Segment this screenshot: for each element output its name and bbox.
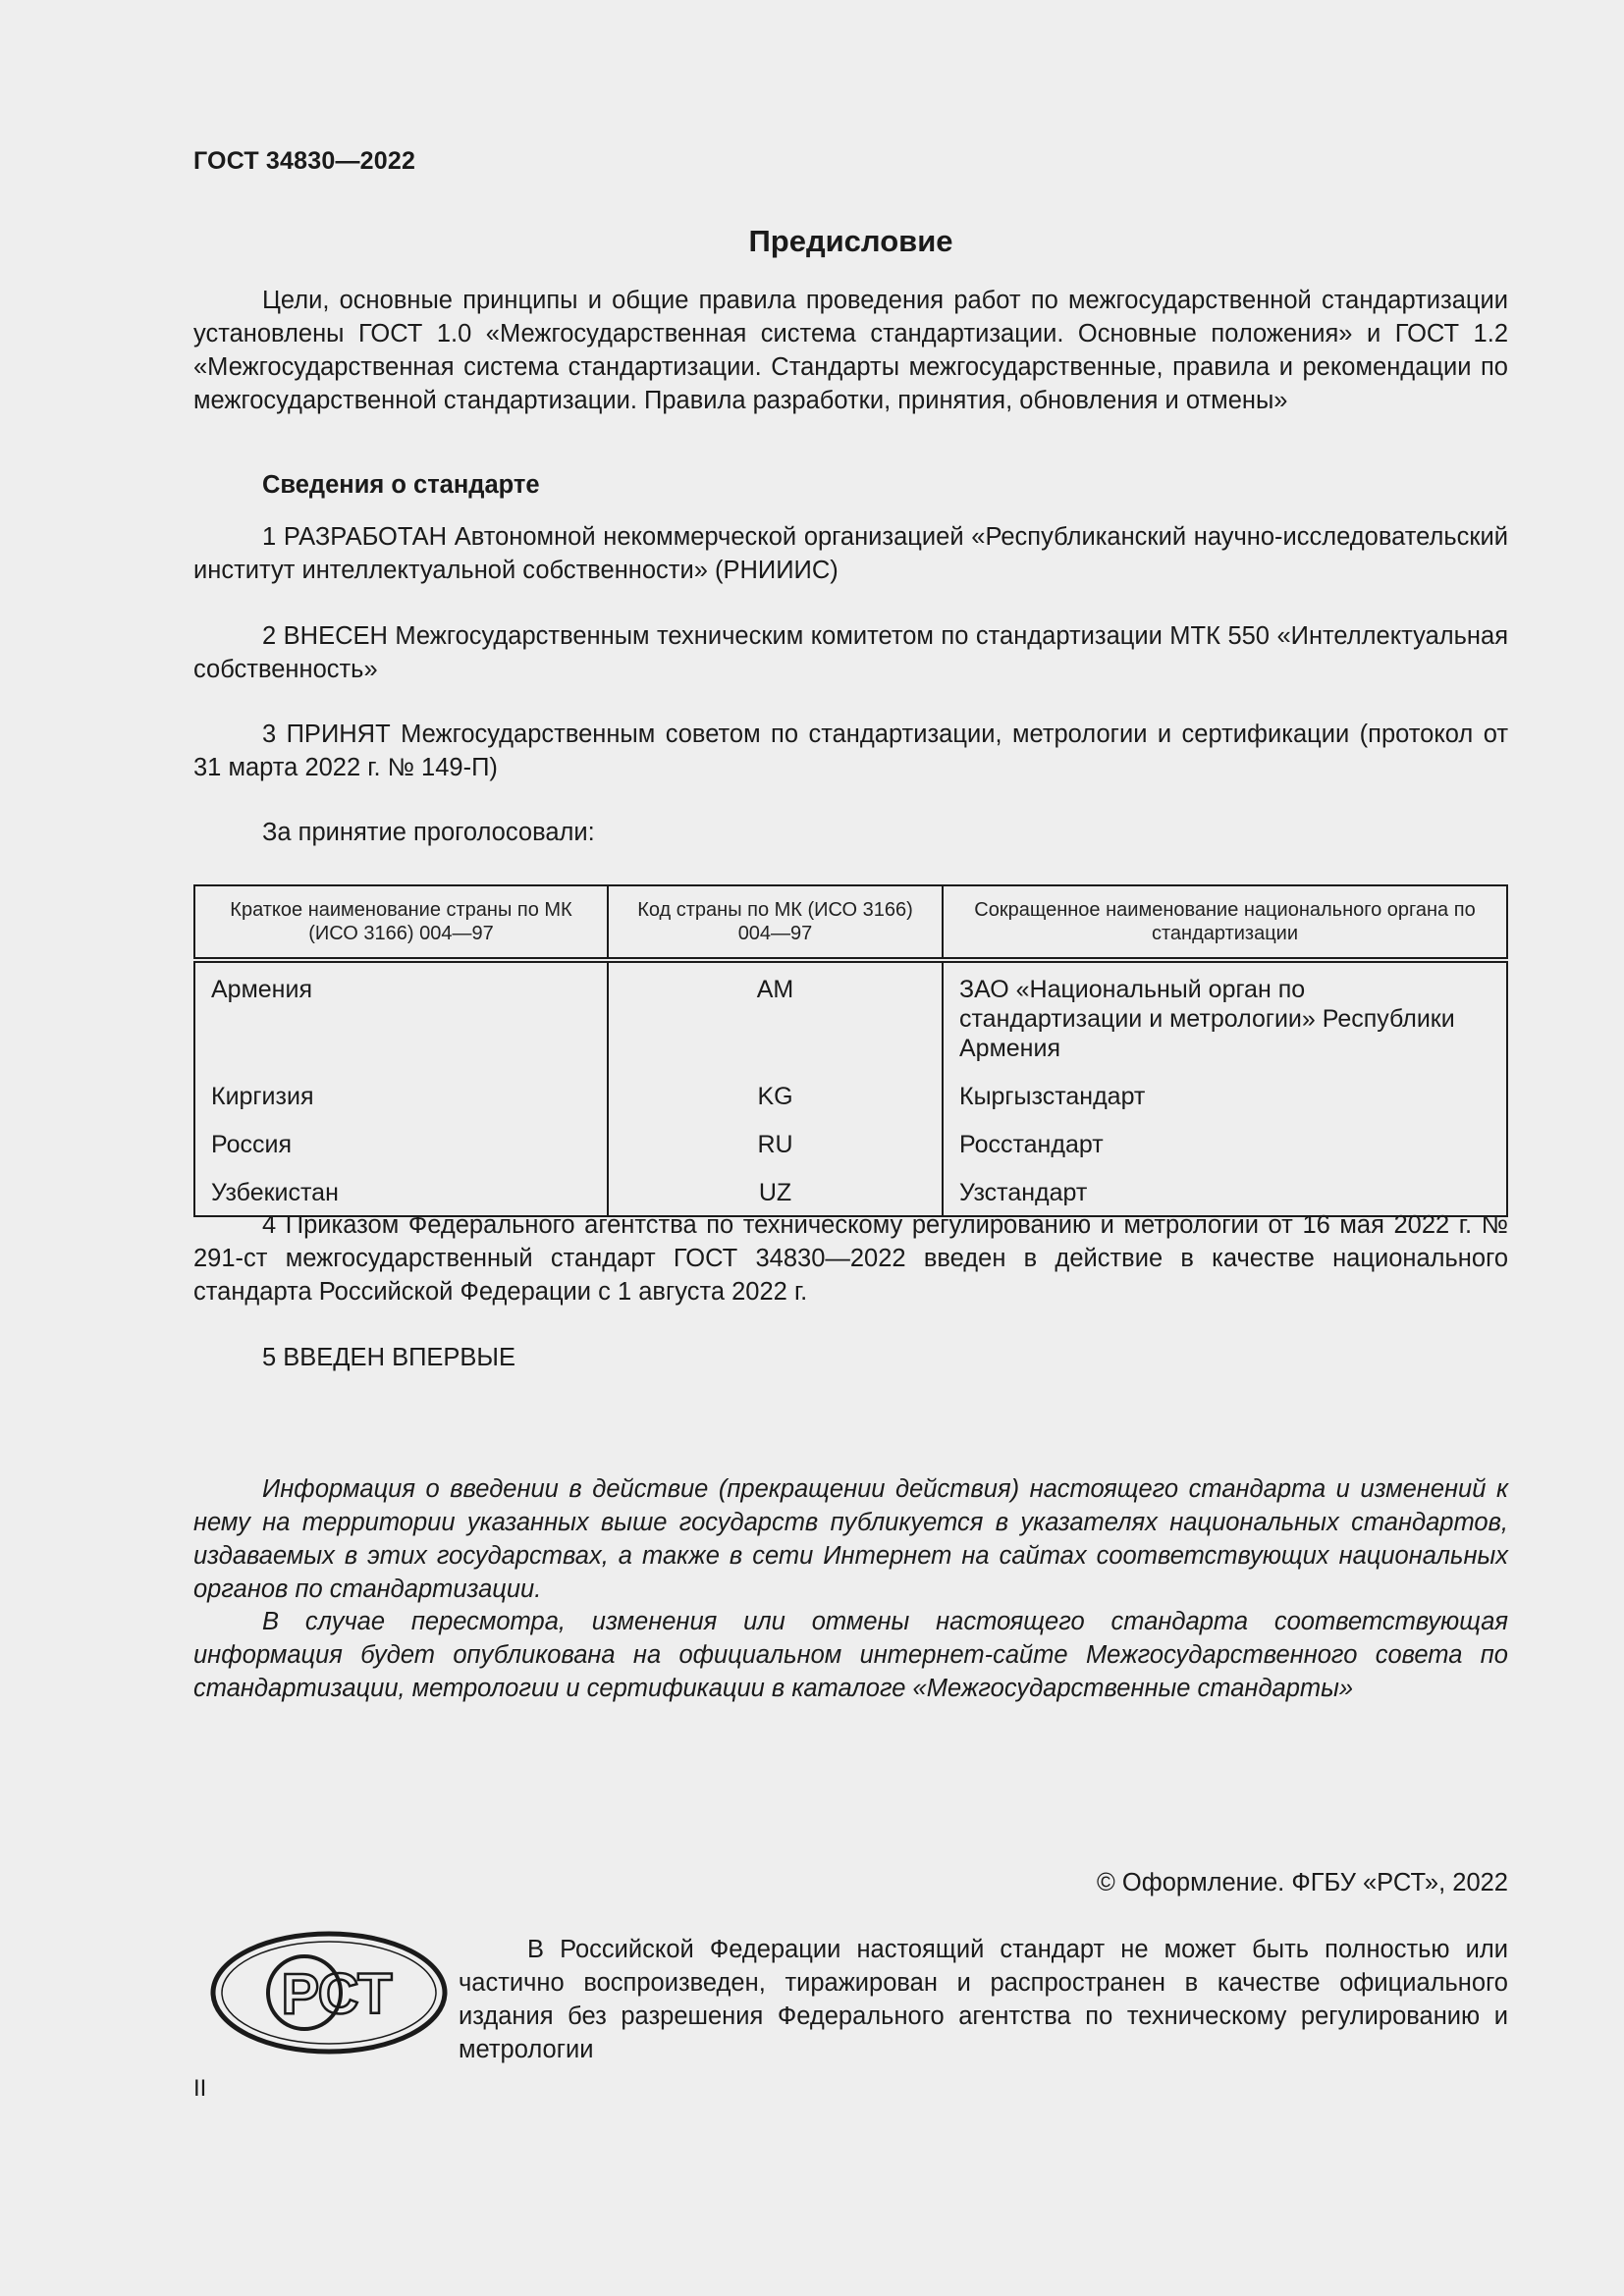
page-number: II <box>193 2075 207 2102</box>
item-order: 4 Приказом Федерального агентства по техническому регулированию и метрологии от 16 мая 2022 г. № 291-ст межгосударственный стандарт ГОСТ 34830—2022 введен в действие в качестве национального стандарта Российской Федерации с 1 августа 2022 г. <box>193 1211 1508 1306</box>
voted-label: За принятие проголосовали: <box>262 819 595 846</box>
item-first-introduced: 5 ВВЕДЕН ВПЕРВЫЕ <box>262 1344 516 1371</box>
cell-body: Кыргызстандарт <box>943 1082 1507 1130</box>
item-submitted: 2 ВНЕСЕН Межгосударственным техническим комитетом по стандартизации МТК 550 «Интеллектуальная собственность» <box>193 622 1508 683</box>
cell-country: Армения <box>194 960 608 1082</box>
cell-country: Узбекистан <box>194 1178 608 1216</box>
rights-notice: В Российской Федерации настоящий стандарт не может быть полностью или частично воспроизведен, тиражирован и распространен в качестве официального издания без разрешения Федерального агентства по техническому регулированию и метрологии <box>459 1936 1508 2063</box>
table-row <box>194 960 1507 1082</box>
copyright-line: © Оформление. ФГБУ «РСТ», 2022 <box>1097 1869 1508 1896</box>
cell-country: Россия <box>194 1130 608 1178</box>
page-title: Предисловие <box>748 224 953 258</box>
intro-paragraph: Цели, основные принципы и общие правила проведения работ по межгосударственной стандартизации установлены ГОСТ 1.0 «Межгосударственная система стандартизации. Основные положения» и ГОСТ 1.2 «Межгосударственная система стандартизации. Стандарты межгосударственные, правила и рекомендации по межгосударственной стандартизации. Правила разработки, принятия, обновления и отмены» <box>193 287 1508 414</box>
table-row <box>194 1082 1507 1130</box>
info-heading: Сведения о стандарте <box>262 471 540 499</box>
cell-country: Киргизия <box>194 1082 608 1130</box>
item-adopted: 3 ПРИНЯТ Межгосударственным советом по стандартизации, метрологии и сертификации (протокол от 31 марта 2022 г. № 149-П) <box>193 721 1508 781</box>
cell-code: RU <box>608 1130 943 1178</box>
rst-certification-mark-icon <box>209 1929 450 2056</box>
cell-code: UZ <box>608 1178 943 1216</box>
item-developed: 1 РАЗРАБОТАН Автономной некоммерческой организацией «Республиканский научно-исследовательский институт интеллектуальной собственности» (РНИИИС) <box>193 523 1508 584</box>
note-info-paragraph: Информация о введении в действие (прекращении действия) настоящего стандарта и изменений к нему на территории указанных выше государств публикуется в указателях национальных стандартов, издаваемых в этих государствах, а также в сети Интернет на сайтах соответствующих национальных органов по стандартизации. <box>193 1475 1508 1603</box>
voting-table <box>193 884 1508 1217</box>
cell-code: AM <box>608 960 943 1082</box>
header-national-body: Сокращенное наименование национального органа по стандартизации <box>943 885 1507 960</box>
header-country-name: Краткое наименование страны по МК (ИСО 3166) 004—97 <box>194 885 608 960</box>
document-page <box>193 0 1508 2296</box>
cell-body: Узстандарт <box>943 1178 1507 1216</box>
cell-body: Росстандарт <box>943 1130 1507 1178</box>
standard-code-header: ГОСТ 34830—2022 <box>193 147 416 175</box>
note-revision-paragraph: В случае пересмотра, изменения или отмены настоящего стандарта соответствующая информация будет опубликована на официальном интернет-сайте Межгосударственного совета по стандартизации, метрологии и сертификации в каталоге «Межгосударственные стандарты» <box>193 1608 1508 1702</box>
cell-body: ЗАО «Национальный орган по стандартизации и метрологии» Республики Армения <box>943 960 1507 1082</box>
cell-code: KG <box>608 1082 943 1130</box>
header-country-code: Код страны по МК (ИСО 3166) 004—97 <box>608 885 943 960</box>
table-header-row <box>194 885 1507 960</box>
table-row <box>194 1130 1507 1178</box>
logo-text: РСТ <box>281 1962 393 2026</box>
